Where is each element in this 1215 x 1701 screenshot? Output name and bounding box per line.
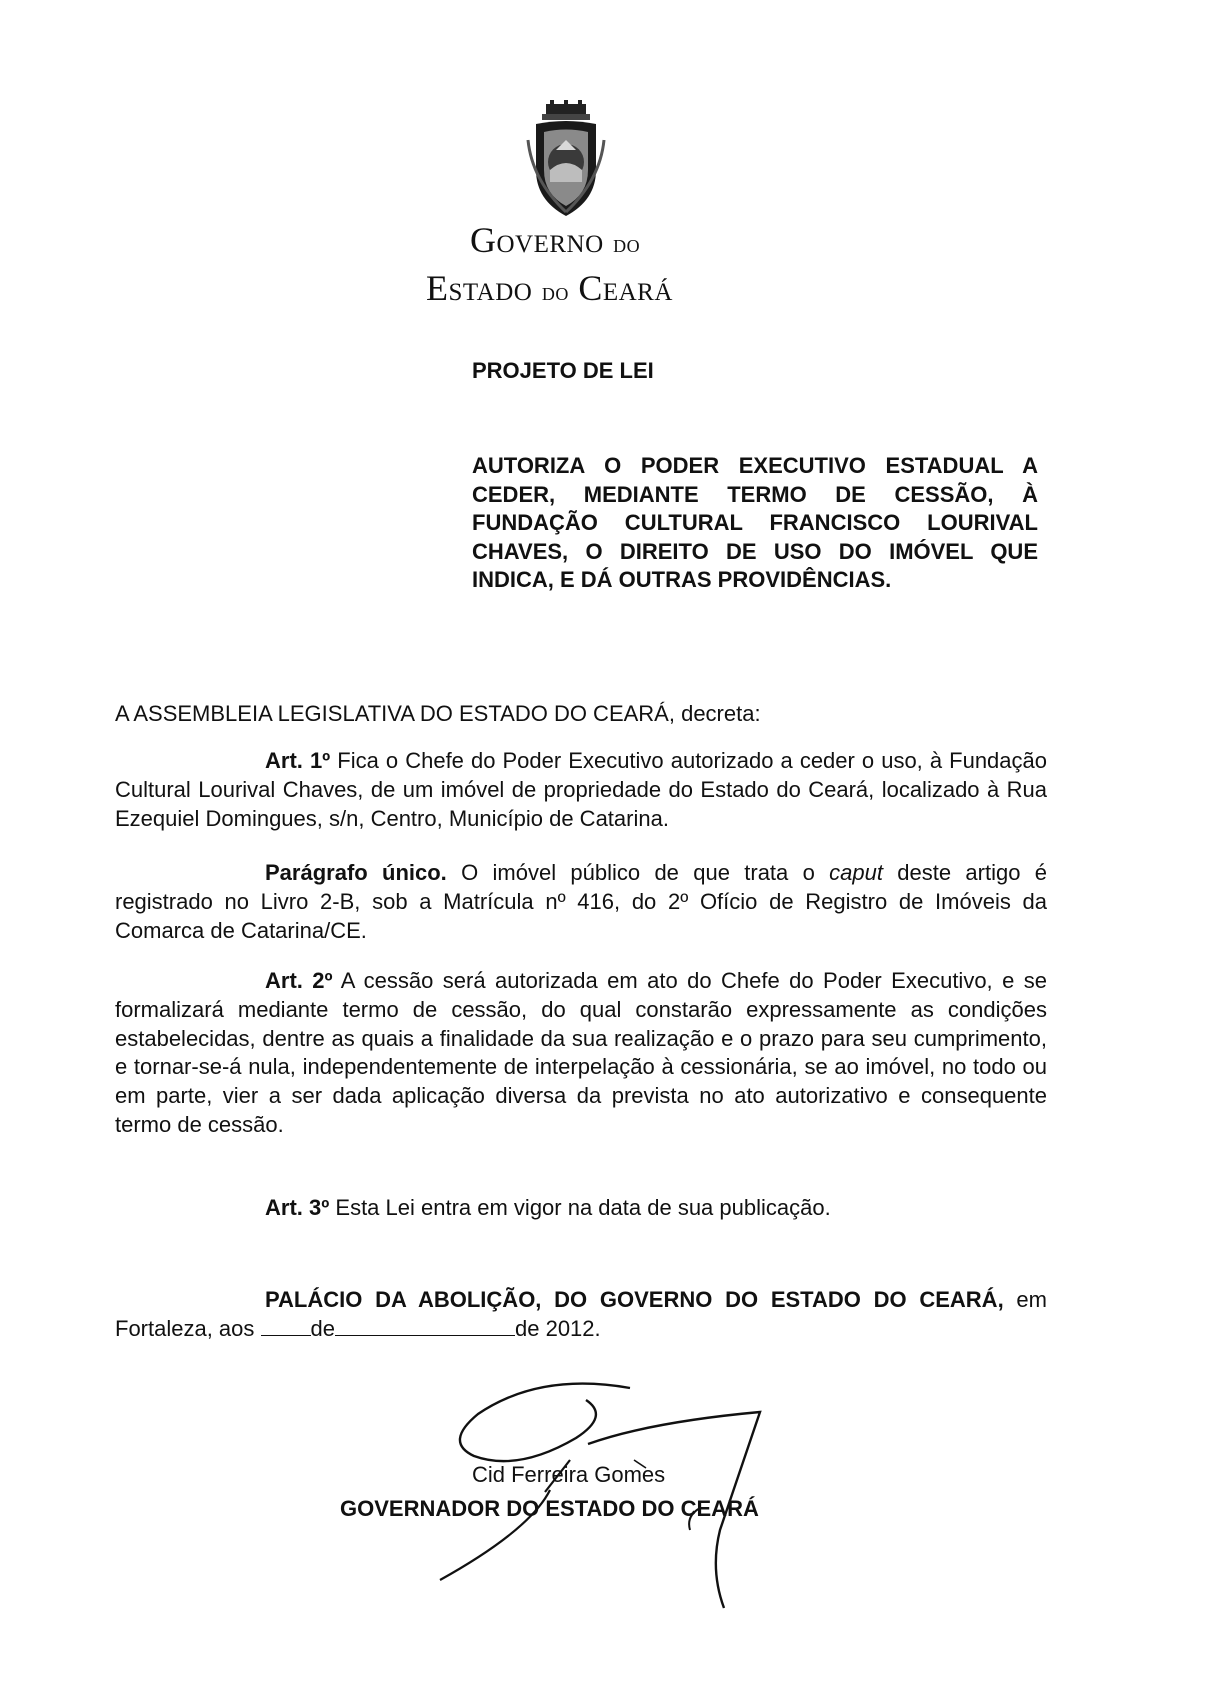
paragraph-text-b: deste artigo é registrado no Livro 2-B, sob a Matrícula nº 416, do 2º Ofício de Registro de Imóveis da Comarca de Catarina/CE. (115, 860, 1047, 943)
closing-de-2: de 2012. (515, 1315, 601, 1341)
closing (115, 1286, 1047, 1344)
paragraph-label: Parágrafo único. (265, 860, 447, 885)
header-estado: Estado (426, 268, 533, 308)
month-blank (335, 1317, 515, 1336)
government-header (418, 218, 758, 314)
closing-text: em Fortaleza, aos (115, 1287, 1047, 1341)
paragraph-text-italic: caput (829, 860, 883, 885)
paragraph-text-a: O imóvel público de que trata o (446, 860, 830, 885)
header-do-1: do (613, 229, 641, 258)
preamble: A ASSEMBLEIA LEGISLATIVA DO ESTADO DO CEARÁ, decreta: (115, 701, 761, 726)
closing-bold: PALÁCIO DA ABOLIÇÃO, DO GOVERNO DO ESTADO DO CEARÁ, (265, 1287, 1004, 1312)
paragraph-unico (115, 859, 1047, 945)
article-3-label: Art. 3º (265, 1195, 330, 1220)
signer-title: GOVERNADOR DO ESTADO DO CEARÁ (340, 1496, 759, 1521)
article-3 (115, 1194, 1047, 1223)
day-blank (261, 1317, 311, 1336)
article-2-label: Art. 2º (265, 968, 333, 993)
article-1 (115, 747, 1047, 833)
article-2 (115, 967, 1047, 1140)
article-1-text: Fica o Chefe do Poder Executivo autorizado a ceder o uso, à Fundação Cultural Lourival Chaves, de um imóvel de propriedade do Estado do Ceará, localizado à Rua Ezequiel Domingues, s/n, Centro, Município de Catarina. (115, 748, 1047, 831)
header-do-2: do (541, 277, 569, 306)
article-3-text: Esta Lei entra em vigor na data de sua publicação. (329, 1195, 831, 1220)
coat-of-arms-icon (522, 100, 610, 218)
header-ceara: Ceará (578, 268, 673, 308)
closing-de-1: de (310, 1315, 335, 1341)
article-2-text: A cessão será autorizada em ato do Chefe do Poder Executivo, e se formalizará mediante termo de cessão, do qual constarão expressamente as condições estabelecidas, dentre as quais a finalidade da sua realização e o prazo para seu cumprimento, e tornar-se-á nula, independentemente de interpelação à cessionária, se ao imóvel, no todo ou em parte, vier a ser dada aplicação diversa da prevista no ato autorizativo e consequente termo de cessão. (115, 968, 1047, 1137)
header-governo: Governo (470, 220, 604, 260)
document-type: PROJETO DE LEI (472, 358, 654, 383)
article-1-label: Art. 1º (265, 748, 331, 773)
signer-name: Cid Ferreira Gomes (472, 1462, 666, 1487)
ementa: AUTORIZA O PODER EXECUTIVO ESTADUAL A CEDER, MEDIANTE TERMO DE CESSÃO, À FUNDAÇÃO CULTURAL FRANCISCO LOURIVAL CHAVES, O DIREITO DE USO DO IMÓVEL QUE INDICA, E DÁ OUTRAS PROVIDÊNCIAS. (472, 453, 1038, 593)
